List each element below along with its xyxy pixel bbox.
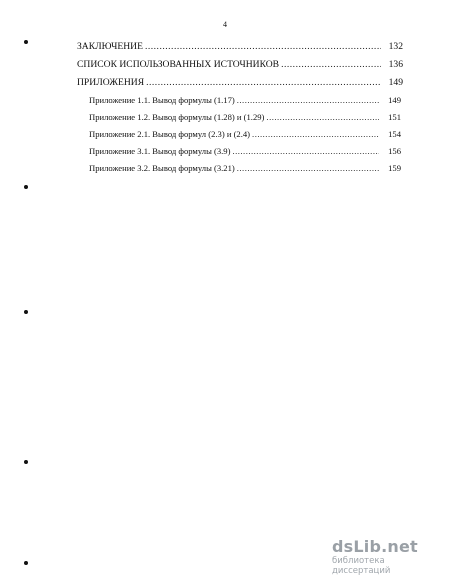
dot-leader bbox=[237, 163, 379, 173]
toc-entry-page: 156 bbox=[388, 146, 401, 156]
binding-mark bbox=[24, 185, 28, 189]
toc-entry-title: Приложение 1.2. Вывод формулы (1.28) и (1.29) bbox=[89, 112, 265, 122]
dot-leader bbox=[237, 95, 379, 105]
toc-entry-page: 132 bbox=[388, 41, 403, 52]
toc-entry-title: ПРИЛОЖЕНИЯ bbox=[77, 77, 145, 88]
toc-entry-title: Приложение 2.1. Вывод формул (2.3) и (2.4) bbox=[89, 129, 251, 139]
toc-entry-title: Приложение 3.2. Вывод формулы (3.21) bbox=[89, 163, 235, 173]
toc-entry-page: 136 bbox=[388, 59, 403, 70]
toc-entry-page: 149 bbox=[388, 77, 403, 88]
toc-entry-page: 151 bbox=[388, 112, 401, 122]
toc-entry-appendices bbox=[77, 77, 403, 95]
toc-entry-page: 154 bbox=[388, 129, 401, 139]
toc-entry-appendix-1-1 bbox=[77, 95, 403, 112]
dot-leader bbox=[232, 146, 379, 156]
toc-entry-appendix-3-2 bbox=[77, 163, 403, 180]
table-of-contents bbox=[77, 41, 403, 180]
toc-entry-conclusion bbox=[77, 41, 403, 59]
toc-entry-page: 149 bbox=[388, 95, 401, 105]
watermark-subtitle: библиотека диссертаций bbox=[332, 556, 391, 576]
dot-leader bbox=[281, 59, 381, 70]
toc-entry-page: 159 bbox=[388, 163, 401, 173]
dot-leader bbox=[252, 129, 379, 139]
binding-mark bbox=[24, 40, 28, 44]
watermark-logo: dsLib.net bbox=[332, 537, 418, 556]
binding-mark bbox=[24, 561, 28, 565]
dot-leader bbox=[266, 112, 379, 122]
toc-entry-appendix-2-1 bbox=[77, 129, 403, 146]
toc-entry-title: СПИСОК ИСПОЛЬЗОВАННЫХ ИСТОЧНИКОВ bbox=[77, 59, 280, 70]
page-number: 4 bbox=[223, 20, 227, 29]
toc-entry-appendix-1-2 bbox=[77, 112, 403, 129]
toc-entry-title: Приложение 3.1. Вывод формулы (3.9) bbox=[89, 146, 231, 156]
dot-leader bbox=[146, 77, 381, 88]
binding-mark bbox=[24, 460, 28, 464]
toc-entry-title: Приложение 1.1. Вывод формулы (1.17) bbox=[89, 95, 235, 105]
watermark bbox=[332, 538, 442, 576]
toc-entry-appendix-3-1 bbox=[77, 146, 403, 163]
binding-mark bbox=[24, 310, 28, 314]
toc-entry-references bbox=[77, 59, 403, 77]
toc-entry-title: ЗАКЛЮЧЕНИЕ bbox=[77, 41, 143, 52]
dot-leader bbox=[145, 41, 381, 52]
